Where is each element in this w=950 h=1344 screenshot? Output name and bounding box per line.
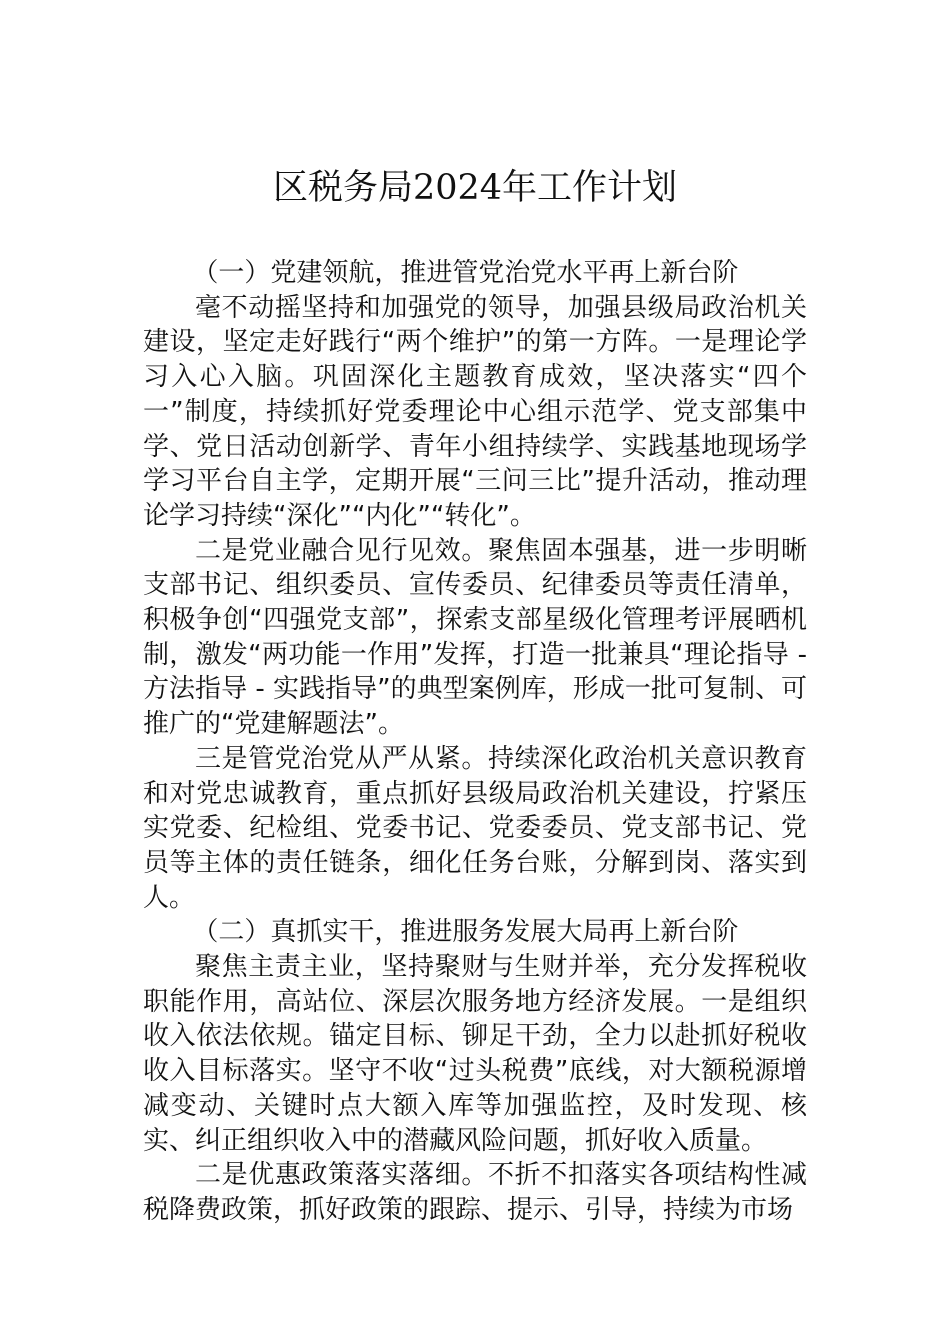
section-heading-2: （二）真抓实干，推进服务发展大局再上新台阶 <box>192 917 739 948</box>
document-title: 区税务局2024年工作计划 <box>272 168 678 208</box>
paragraph: 聚焦主责主业，坚持聚财与生财并举，充分发挥税收职能作用，高站位、深层次服务地方经济发展。一是组织收入依法依规。锚定目标、铆足干劲，全力以赴抓好税收收入目标落实。坚守不收“过头税费”底线，对大额税源增减变动、关键时点大额入库等加强监控，及时发现、核实、纠正组织收入中的潜藏风险问题，抓好收入质量。 <box>143 952 807 1156</box>
paragraph: 毫不动摇坚持和加强党的领导，加强县级局政治机关建设，坚定走好践行“两个维护”的第一方阵。一是理论学习入心入脑。巩固深化主题教育成效，坚决落实“四个一”制度，持续抓好党委理论中心组示范学、党支部集中学、党日活动创新学、青年小组持续学、实践基地现场学学习平台自主学，定期开展“三问三比”提升活动，推动理论学习持续“深化”“内化”“转化”。 <box>143 292 807 531</box>
paragraph: 二是党业融合见行见效。聚焦固本强基，进一步明晰支部书记、组织委员、宣传委员、纪律委员等责任清单，积极争创“四强党支部”，探索支部星级化管理考评展晒机制，激发“两功能一作用”发挥，打造一批兼具“理论指导 - 方法指导 - 实践指导”的典型案例库，形成一批可复制、可推广的“党建解题法”。 <box>143 535 807 740</box>
section-heading-1: （一）党建领航，推进管党治党水平再上新台阶 <box>192 258 739 288</box>
paragraph: 二是优惠政策落实落细。不折不扣落实各项结构性减税降费政策，抓好政策的跟踪、提示、引导，持续为市场 <box>143 1160 807 1225</box>
document-body <box>143 256 807 1228</box>
paragraph: 三是管党治党从严从紧。持续深化政治机关意识教育和对党忠诚教育，重点抓好县级局政治机关建设，拧紧压实党委、纪检组、党委书记、党委委员、党支部书记、党员等主体的责任链条，细化任务台账，分解到岗、落实到人。 <box>143 743 807 913</box>
